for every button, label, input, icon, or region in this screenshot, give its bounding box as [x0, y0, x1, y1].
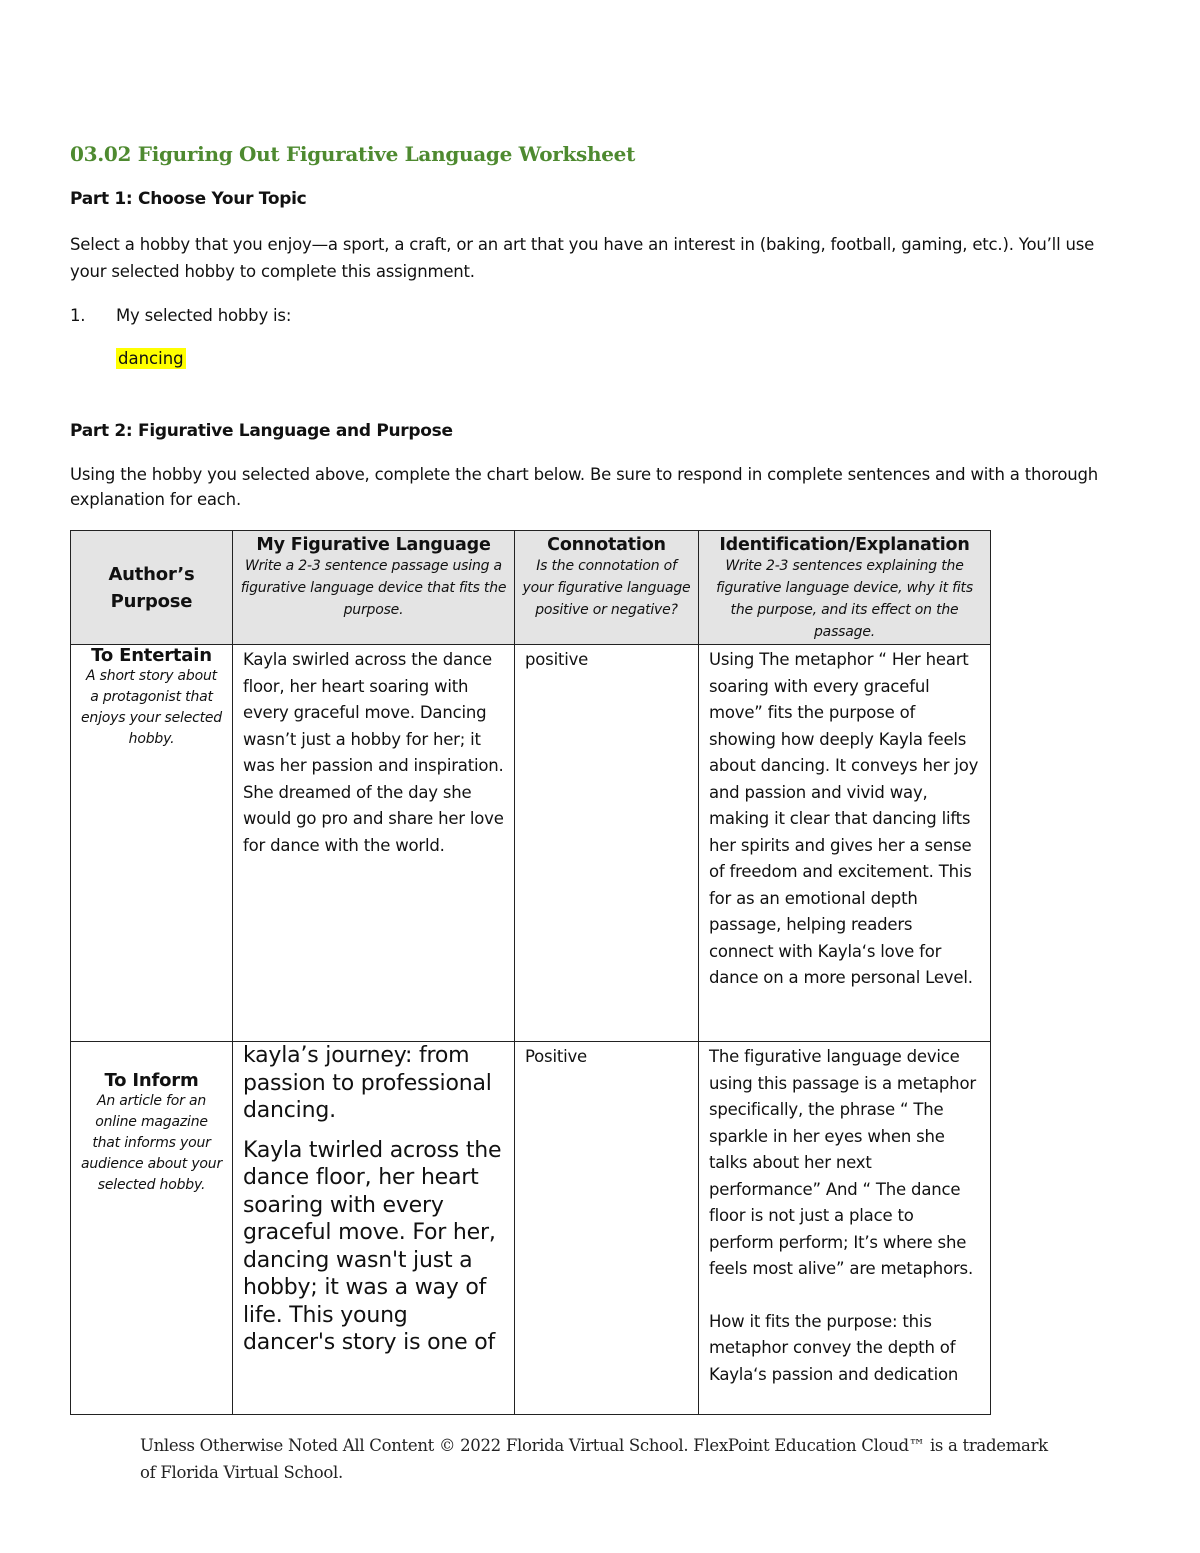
purpose-entertain-title: To Entertain [91, 645, 212, 666]
figurative-inform-body: Kayla twirled across the dance floor, her heart soaring with every graceful move. For her, dancing wasn't just a hobby; it was a way of life. This young dancer's story is one of [243, 1137, 502, 1355]
explanation-inform-text [699, 1042, 990, 1388]
explanation-entertain-text: Using The metaphor “ Her heart soaring with every graceful move” fits the purpose of showing how deeply Kayla feels about dancing. It conveys her joy and passion and vivid way, making it clear that dancing lifts her spirits and gives her a sense of freedom and excitement. This for as an emotional depth passage, helping readers connect with Kayla‘s love for dance on a more personal Level. [709, 650, 979, 987]
figurative-entertain-cell [233, 645, 515, 1042]
connotation-inform-text: Positive [525, 1047, 588, 1066]
chart-header-row [71, 531, 991, 645]
purpose-entertain-sub: A short story about a protagonist that enjoys your selected hobby. [81, 668, 222, 747]
page-title: 03.02 Figuring Out Figurative Language Worksheet [70, 142, 636, 166]
explanation-inform-p1: The figurative language device using this passage is a metaphor specifically, the phrase “ The sparkle in her eyes when she talks about her next performance” And “ The dance floor is not just a place to perform perform; It’s where she feels most alive” are metaphors. [709, 1047, 976, 1278]
header-purpose-label: Author’s Purpose [108, 563, 195, 612]
connotation-entertain-text: positive [525, 650, 589, 669]
purpose-inform-sub: An article for an online magazine that informs your audience about your selected hobby. [81, 1093, 222, 1193]
connotation-inform-cell [515, 1042, 699, 1415]
figurative-inform-cell [233, 1042, 515, 1415]
header-explanation-title: Identification/Explanation [719, 535, 970, 555]
part1-heading: Part 1: Choose Your Topic [70, 189, 307, 209]
connotation-entertain-cell [515, 645, 699, 1042]
explanation-inform-cell [699, 1042, 991, 1415]
row-entertain [71, 645, 991, 1042]
purpose-inform-title: To Inform [104, 1070, 199, 1091]
header-authors-purpose [71, 531, 233, 645]
part2-heading: Part 2: Figurative Language and Purpose [70, 421, 453, 441]
copyright-footer: Unless Otherwise Noted All Content © 2022 Florida Virtual School. FlexPoint Education Cloud™ is a trademark of Florida Virtual School. [140, 1436, 1048, 1482]
figurative-inform-text [233, 1042, 514, 1357]
part2-instructions: Using the hobby you selected above, complete the chart below. Be sure to respond in complete sentences and with a thorough explanation for each. [70, 465, 1099, 509]
question-1 [70, 306, 291, 325]
purpose-entertain [71, 645, 233, 1042]
header-explanation-sub: Write 2-3 sentences explaining the figurative language device, why it fits the purpose, and its effect on the passage. [716, 558, 973, 640]
figurative-entertain-text: Kayla swirled across the dance floor, her heart soaring with every graceful move. Dancing wasn’t just a hobby for her; it was her passion and inspiration. She dreamed of the day she would go pro and share her love for dance with the world. [243, 650, 504, 855]
header-connotation-title: Connotation [547, 535, 666, 555]
header-explanation [699, 531, 991, 645]
header-figurative-sub: Write a 2-3 sentence passage using a figurative language device that fits the purpose. [240, 558, 507, 618]
figurative-inform-headline: kayla’s journey: from passion to professional dancing. [243, 1043, 492, 1123]
header-connotation-sub: Is the connotation of your figurative language positive or negative? [522, 558, 691, 618]
row-inform [71, 1042, 991, 1415]
explanation-entertain-cell [699, 645, 991, 1042]
part1-instructions: Select a hobby that you enjoy—a sport, a craft, or an art that you have an interest in (baking, football, gaming, etc.). You’ll use your selected hobby to complete this assignment. [70, 235, 1095, 281]
header-connotation [515, 531, 699, 645]
hobby-answer-highlight: dancing [118, 349, 184, 368]
header-figurative-language [233, 531, 515, 645]
purpose-inform [71, 1042, 233, 1415]
explanation-inform-p2: How it fits the purpose: this metaphor convey the depth of Kayla‘s passion and dedication [709, 1311, 959, 1384]
header-figurative-title: My Figurative Language [256, 535, 491, 555]
question-number: 1. [70, 306, 86, 325]
figurative-language-chart [70, 530, 991, 1415]
question-text: My selected hobby is: [116, 306, 292, 325]
